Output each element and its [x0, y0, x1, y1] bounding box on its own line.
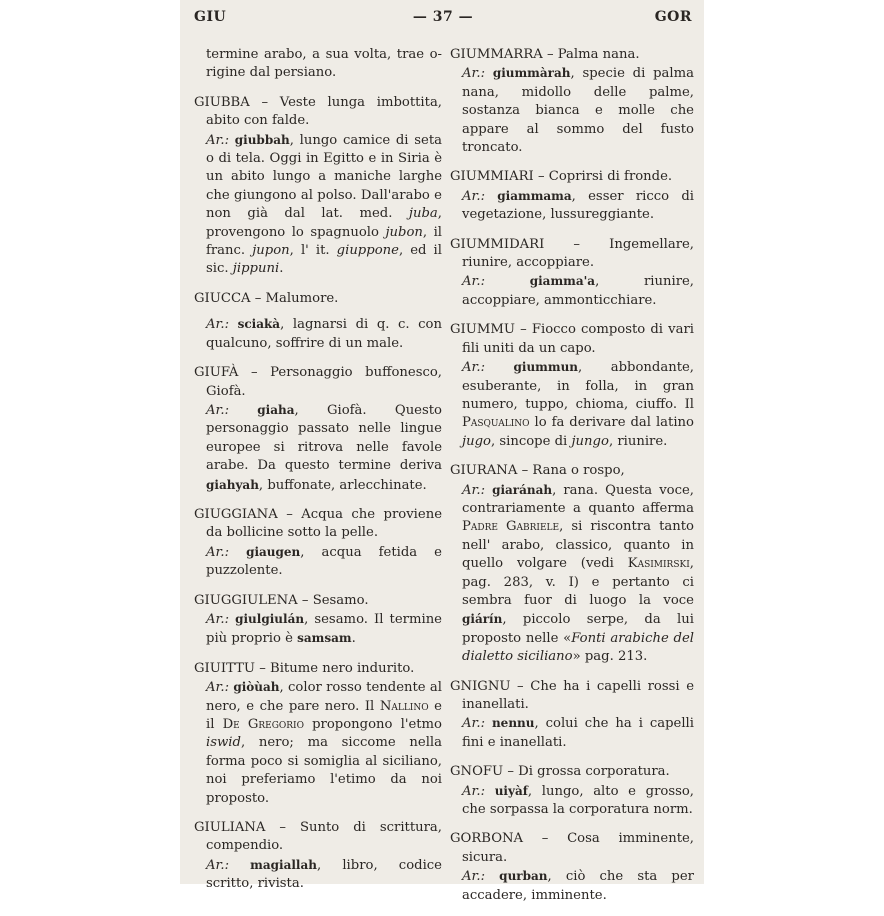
entry-headline: GIULIANA – Sunto di scrittura, compendio.: [194, 820, 442, 854]
entry-gnignu: [450, 678, 694, 753]
entry-giummu: [450, 321, 694, 451]
entry-gorbona: [450, 830, 694, 905]
entry-etymology: Ar.: nennu, colui che ha i capelli fini e inanellati.: [462, 716, 694, 750]
entry-etymology: Ar.: giaránah, rana. Questa voce, contrariamente a quanto afferma Padre Gabriele, si riscontra tanto nell' arabo, classico, quanto in quello volgare (vedi Kasimirski, pag. 283, v. I) e pertanto ci sembra fuor di luogo la voce giárín, piccolo serpe, da lui proposto nelle «Fonti arabiche del dialetto siciliano» pag. 213.: [462, 482, 694, 665]
entry-headline: GIUFÀ – Personaggio buffonesco, Giofà.: [194, 365, 442, 399]
headword: GIUMMIARI: [450, 169, 534, 185]
entry-etymology: Ar.: giammama, esser ricco di vegetazione, lussureggiante.: [462, 188, 694, 223]
entry-headline: GIUCCA – Malumore.: [194, 290, 339, 306]
entry-headline: GIUMMIARI – Coprirsi di fronde.: [450, 169, 673, 185]
entry-headline: GORBONA – Cosa imminente, sicura.: [450, 831, 694, 865]
entry-headline: GNOFU – Di grossa corporatura.: [450, 764, 670, 780]
right-column: [450, 46, 694, 916]
entry-etymology: Ar.: qurban, ciò che sta per accadere, imminente.: [462, 869, 694, 903]
entry-headline: GNIGNU – Che ha i capelli rossi e inanellati.: [450, 678, 695, 712]
entry-headline: GIUITTU – Bitume nero indurito.: [194, 660, 415, 676]
entry-headline: GIUGGIANA – Acqua che proviene da bollicine sotto la pelle.: [194, 506, 443, 541]
entry-giucca: [194, 290, 442, 353]
entry-etymology: Ar.: giaha, Giofà. Questo personaggio passato nelle lingue europee si ritrova nelle favole arabe. Da questo termine deriva giahyah, buffonate, arlecchinate.: [206, 402, 442, 493]
entry-etymology: Ar.: giubbah, lungo camice di seta o di tela. Oggi in Egitto e in Siria è un abito lungo a maniche larghe che giungono al polso. Dall'arabo e non già dal lat. med. juba, provengono lo spagnuolo jubon, il franc. jupon, l' it. giuppone, ed il sic. jippuni.: [206, 132, 443, 277]
headword: GORBONA: [450, 831, 524, 847]
headword: GIUGGIULENA: [194, 592, 298, 608]
headword: GIUFÀ: [194, 365, 239, 381]
entry-etymology: Ar.: magiallah, libro, codice scritto, rivista.: [206, 857, 442, 892]
headword: GIUITTU: [194, 660, 256, 676]
entry-etymology: Ar.: giamma'a, riunire, accoppiare, ammonticchiare.: [462, 274, 694, 308]
entry-text: termine arabo, a sua volta, trae o- rigine dal persiano.: [206, 47, 442, 81]
entry-giufa: [194, 364, 442, 495]
entry-giubba: [194, 94, 442, 279]
entry-etymology: Ar.: sciakà, lagnarsi di q. c. con qualcuno, soffrire di un male.: [206, 317, 442, 351]
entry-giummarra: [450, 46, 694, 157]
headword: GNIGNU: [450, 678, 511, 694]
headword: GIUMMU: [450, 322, 515, 338]
entry-giurana: [450, 462, 694, 666]
headword: GIUCCA: [194, 290, 251, 306]
entry-headline: GIUMMARRA – Palma nana.: [450, 47, 640, 62]
headword: GIUMMIDARI: [450, 236, 545, 252]
entry-headline: GIUBBA – Veste lunga imbottita, abito con falde.: [194, 94, 442, 129]
headword: GIURANA: [450, 463, 518, 479]
headword: GIULIANA: [194, 820, 266, 836]
entry-giuliana: [194, 819, 442, 894]
entry-headline: GIURANA – Rana o rospo,: [450, 463, 625, 479]
entry-giuittu: [194, 660, 442, 808]
entry-gnofu: [450, 763, 694, 819]
dictionary-page: [180, 0, 704, 903]
entry-etymology: Ar.: giaugen, acqua fetida e puzzolente.: [206, 544, 442, 579]
entry-headline: GIUMMIDARI – Ingemellare, riunire, accoppiare.: [450, 236, 694, 271]
headword: GIUGGIANA: [194, 506, 278, 522]
entry-headline: GIUGGIULENA – Sesamo.: [194, 592, 369, 608]
entry-etymology: Ar.: giulgiulán, sesamo. Il termine più proprio è samsam.: [206, 611, 442, 647]
entry-giummiari: [450, 168, 694, 224]
entry-etymology: Ar.: giummun, abbondante, esuberante, in folla, in gran numero, tuppo, chioma, ciuffo. Il Pasqualino lo fa derivare dal latino jugo, sincope di jungo, riunire.: [462, 360, 694, 449]
headword: GIUMMARRA: [450, 47, 543, 62]
entry-etymology: Ar.: giummàrah, specie di palma nana, midollo delle palme, sostanza bianca e molle che appare al sommo del fusto troncato.: [462, 66, 695, 156]
headword: GIUBBA: [194, 94, 250, 110]
page-number: — 37 —: [412, 9, 474, 25]
entry-etymology: Ar.: giòùah, color rosso tendente al nero, e che pare nero. Il Nallino e il De Gregorio propongono l'etmo iswid, nero; ma siccome nella forma poco si somiglia al siciliano, noi preferiamo l'etimo da noi proposto.: [206, 680, 442, 806]
page-header: [194, 8, 692, 30]
header-left: GIU: [194, 9, 227, 25]
entry-continuation: [194, 46, 442, 83]
header-right: GOR: [654, 9, 692, 25]
entry-giuggiulena: [194, 592, 442, 649]
entry-headline: GIUMMU – Fiocco composto di vari fili uniti da un capo.: [450, 322, 694, 356]
entry-giuggiana: [194, 506, 442, 581]
left-column: [194, 46, 442, 905]
entry-etymology: Ar.: uiyàf, lungo, alto e grosso, che sorpassa la corporatura norm.: [462, 783, 694, 818]
headword: GNOFU: [450, 764, 504, 780]
entry-giummidari: [450, 236, 694, 311]
